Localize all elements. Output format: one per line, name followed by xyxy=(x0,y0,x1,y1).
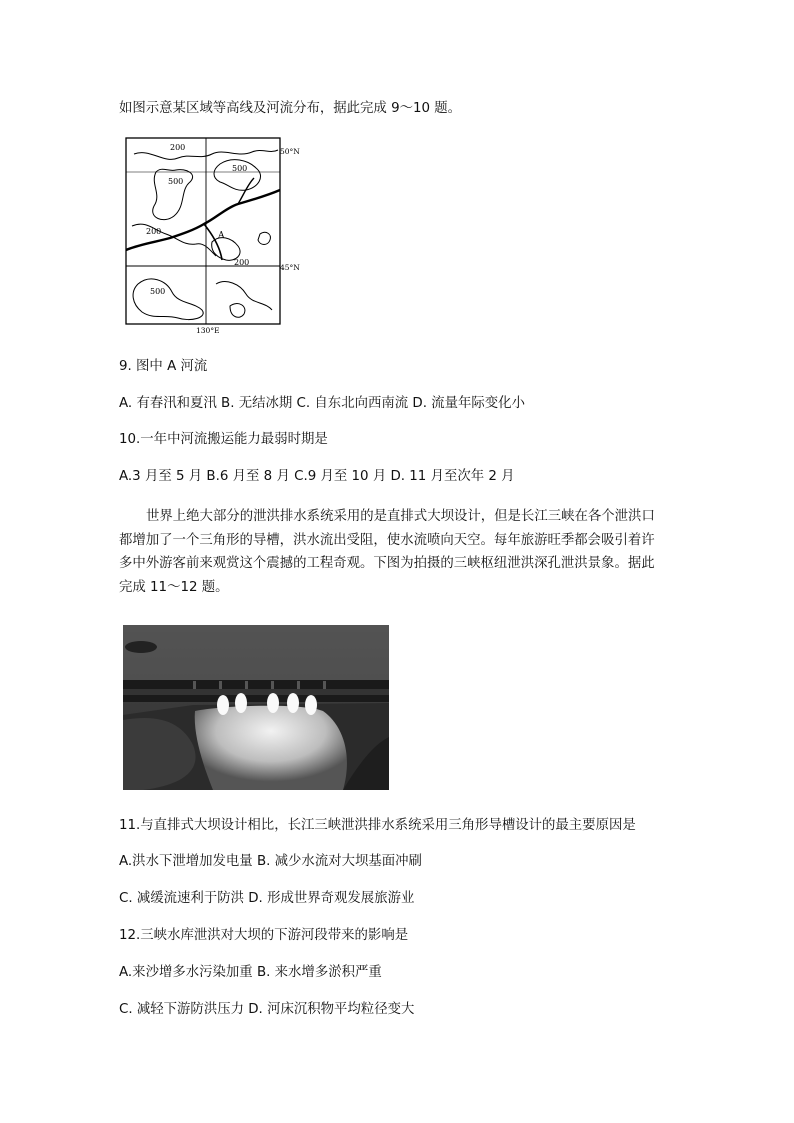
point-a-label: A xyxy=(218,231,225,241)
question-9-stem: 9. 图中 A 河流 xyxy=(119,359,208,374)
passage-line: 世界上绝大部分的泄洪排水系统采用的是直排式大坝设计，但是长江三峡在各个泄洪口 xyxy=(146,509,655,524)
passage-line: 完成 11～12 题。 xyxy=(119,579,229,595)
dam-spillway-photo xyxy=(123,625,389,790)
contour-label: 500 xyxy=(232,164,248,173)
passage-line: 都增加了一个三角形的导槽，洪水流出受阻，使水流喷向天空。每年旅游旺季都会吸引着许 xyxy=(119,532,655,548)
question-10-options: A.3 月至 5 月 B.6 月至 8 月 C.9 月至 10 月 D. 11 月至次年 2 月 xyxy=(119,469,515,484)
question-9-options: A. 有春汛和夏汛 B. 无结冰期 C. 自东北向西南流 D. 流量年际变化小 xyxy=(119,396,525,411)
contour-label: 500 xyxy=(150,287,166,296)
contour-label: 200 xyxy=(170,143,186,152)
passage-11-12 xyxy=(119,505,679,599)
lat-50-label: 50°N xyxy=(280,147,300,156)
question-11-stem: 11.与直排式大坝设计相比，长江三峡泄洪排水系统采用三角形导槽设计的最主要原因是 xyxy=(119,818,636,833)
lon-130-label: 130°E xyxy=(196,326,220,334)
lat-45-label: 45°N xyxy=(280,263,300,272)
question-12-option-ab: A.来沙增多水污染加重 B. 来水增多淤积严重 xyxy=(119,965,382,980)
contour-label: 500 xyxy=(168,177,184,186)
passage-line: 多中外游客前来观赏这个震撼的工程奇观。下图为拍摄的三峡枢纽泄洪深孔泄洪景象。据此 xyxy=(119,556,655,571)
intro-9-10: 如图示意某区域等高线及河流分布，据此完成 9～10 题。 xyxy=(119,101,462,116)
contour-label: 200 xyxy=(234,258,250,267)
question-11-option-ab: A.洪水下泄增加发电量 B. 减少水流对大坝基面冲刷 xyxy=(119,854,422,869)
question-10-stem: 10.一年中河流搬运能力最弱时期是 xyxy=(119,432,328,447)
question-11-option-cd: C. 减缓流速利于防洪 D. 形成世界奇观发展旅游业 xyxy=(119,891,415,906)
question-12-option-cd: C. 减轻下游防洪压力 D. 河床沉积物平均粒径变大 xyxy=(119,1002,415,1017)
contour-label: 200 xyxy=(146,227,162,236)
question-12-stem: 12.三峡水库泄洪对大坝的下游河段带来的影响是 xyxy=(119,928,409,943)
contour-map xyxy=(120,134,320,334)
